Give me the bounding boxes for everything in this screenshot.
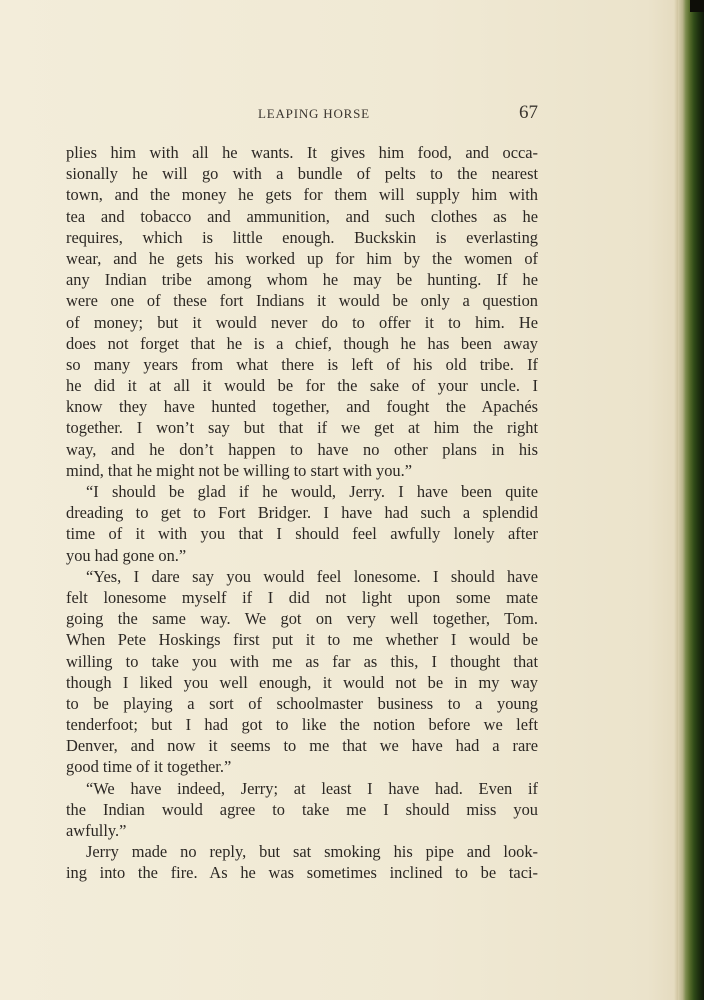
text-line: dreading to get to Fort Bridger. I have had such a splendid [66, 503, 538, 523]
text-line: sionally he will go with a bundle of pelts to the nearest [66, 164, 538, 184]
text-line: When Pete Hoskings first put it to me whether I would be [66, 630, 538, 650]
text-line: does not forget that he is a chief, though he has been away [66, 333, 538, 353]
page-number: 67 [519, 102, 538, 123]
text-line: going the same way. We got on very well together, Tom. [66, 609, 538, 629]
text-line: Jerry made no reply, but sat smoking his pipe and look- [86, 842, 538, 862]
text-line: together. I won’t say but that if we get at him the right [66, 418, 538, 438]
text-line: town, and the money he gets for them will supply him with [66, 185, 538, 205]
text-line: he did it at all it would be for the sake of your uncle. I [66, 376, 538, 396]
running-title: LEAPING HORSE [258, 106, 370, 121]
text-line: way, and he don’t happen to have no other plans in his [66, 439, 538, 459]
text-line: good time of it together.” [66, 757, 232, 777]
body-text [66, 142, 538, 884]
text-line: ing into the fire. As he was sometimes inclined to be taci- [66, 863, 538, 883]
text-line: “We have indeed, Jerry; at least I have had. Even if [86, 778, 538, 798]
text-line: awfully.” [66, 821, 127, 840]
text-line: “Yes, I dare say you would feel lonesome. I should have [86, 566, 538, 586]
text-line: requires, which is little enough. Buckskin is everlasting [66, 227, 538, 247]
page-header [66, 104, 538, 126]
text-line: time of it with you that I should feel awfully lonely after [66, 524, 538, 544]
text-line: the Indian would agree to take me I should miss you [66, 799, 538, 819]
text-line: willing to take you with me as far as this, I thought that [66, 651, 538, 671]
text-line: know they have hunted together, and fought the Apachés [66, 397, 538, 417]
text-line: mind, that he might not be willing to start with you.” [66, 460, 412, 480]
text-line: any Indian tribe among whom he may be hunting. If he [66, 270, 538, 290]
text-line: of money; but it would never do to offer it to him. He [66, 312, 538, 332]
text-line: felt lonesome myself if I did not light upon some mate [66, 587, 538, 607]
book-spine [678, 0, 704, 1000]
text-line: though I liked you well enough, it would not be in my way [66, 672, 538, 692]
text-line: tea and tobacco and ammunition, and such clothes as he [66, 206, 538, 226]
text-line: tenderfoot; but I had got to like the notion before we left [66, 715, 538, 735]
text-line: “I should be glad if he would, Jerry. I have been quite [86, 482, 538, 501]
text-line: Denver, and now it seems to me that we have had a rare [66, 736, 538, 756]
text-line: you had gone on.” [66, 545, 187, 565]
text-line: were one of these fort Indians it would be only a question [66, 291, 538, 311]
text-line: so many years from what there is left of his old tribe. If [66, 354, 538, 374]
text-line: to be playing a sort of schoolmaster business to a young [66, 693, 538, 713]
text-line: plies him with all he wants. It gives him food, and occa- [66, 143, 538, 162]
text-line: wear, and he gets his worked up for him by the women of [66, 248, 538, 268]
spine-corner [690, 0, 704, 12]
